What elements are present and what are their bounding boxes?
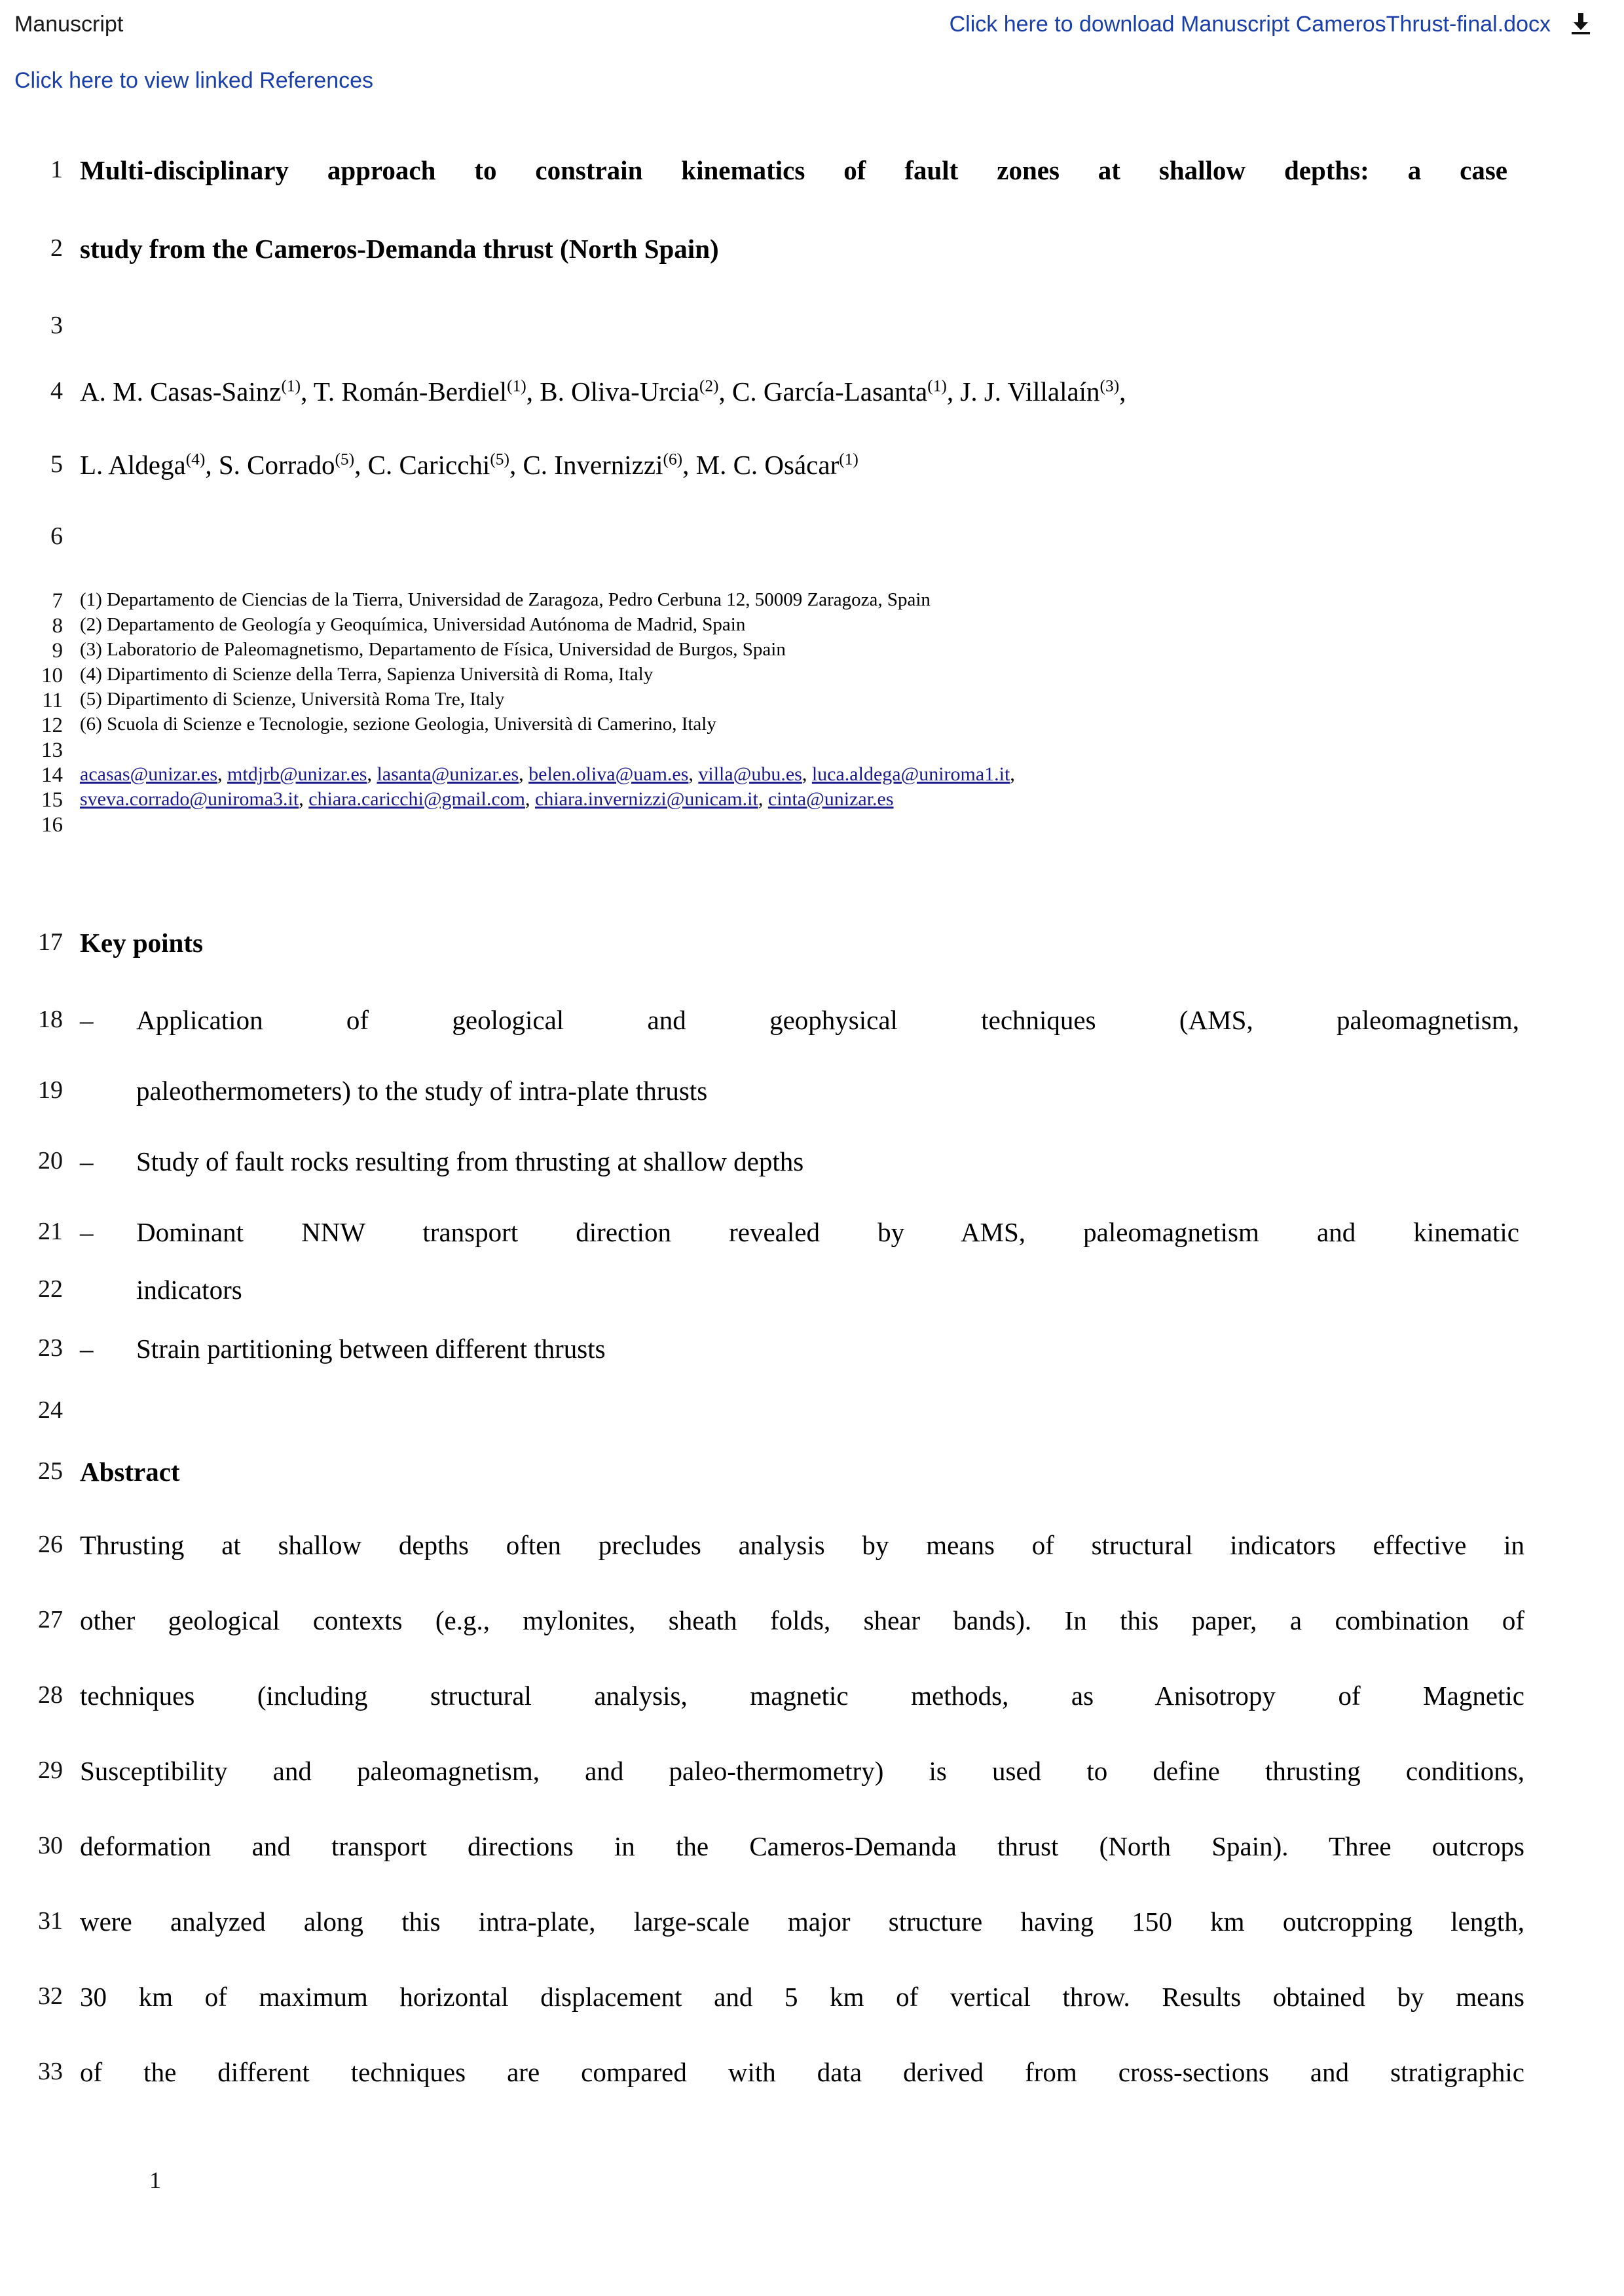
- abstract-text: techniques (including structural analysis, magnetic methods, as Anisotropy of Magnetic: [80, 1681, 1524, 1711]
- author-line-2: [0, 452, 1624, 479]
- key-point-text: Study of fault rocks resulting from thrusting at shallow depths: [136, 1146, 804, 1176]
- line-number: 3: [50, 312, 63, 339]
- bullet-dash-icon: –: [80, 1146, 94, 1176]
- email-separator: ,: [1010, 763, 1015, 785]
- line-number: 31: [38, 1907, 63, 1935]
- author-list-row-1: [80, 378, 1624, 405]
- author-name: L. Aldega: [80, 450, 186, 480]
- author-name: A. M. Casas-Sainz: [80, 376, 282, 407]
- abstract-text: 30 km of maximum horizontal displacement and 5 km of vertical throw. Results obtained by means: [80, 1982, 1524, 2012]
- blank-line-24: [0, 1398, 1624, 1423]
- abstract-heading-row: [0, 1459, 1624, 1485]
- page-title-part-2: study from the Cameros-Demanda thrust (North Spain): [80, 234, 719, 264]
- abstract-line-28: [0, 1683, 1624, 1709]
- email-separator: ,: [299, 788, 309, 810]
- download-manuscript-link[interactable]: Click here to download Manuscript CamerosThrust-final.docx: [949, 12, 1551, 37]
- key-point-text-continued: paleothermometers) to the study of intra-plate thrusts: [136, 1076, 708, 1106]
- line-number: 17: [38, 928, 63, 956]
- email-row-2: [0, 790, 1624, 811]
- author-name: , T. Román-Berdiel: [301, 376, 507, 407]
- line-number: 27: [38, 1606, 63, 1633]
- author-name: , B. Oliva-Urcia: [526, 376, 699, 407]
- author-name: , C. García-Lasanta: [718, 376, 928, 407]
- line-number: 11: [42, 689, 63, 712]
- email-link[interactable]: chiara.caricchi@gmail.com: [308, 788, 525, 810]
- email-separator: ,: [525, 788, 535, 810]
- abstract-heading: Abstract: [80, 1457, 180, 1487]
- affiliation-marker: (5): [490, 450, 509, 469]
- abstract-text: deformation and transport directions in the Cameros-Demanda thrust (North Spain). Three outcrops: [80, 1831, 1524, 1861]
- email-link[interactable]: acasas@unizar.es: [80, 763, 218, 785]
- abstract-line-30: [0, 1833, 1624, 1860]
- affiliation-row-5: [0, 690, 1624, 712]
- page-number: 1: [149, 2167, 161, 2193]
- affiliation-row-2: [0, 615, 1624, 637]
- abstract-text: were analyzed along this intra-plate, large-scale major structure having 150 km outcropping length,: [80, 1906, 1524, 1937]
- affiliation-row-4: [0, 665, 1624, 687]
- abstract-line-32: [0, 1984, 1624, 2011]
- email-link[interactable]: chiara.invernizzi@unicam.it: [535, 788, 758, 810]
- email-list-row-2: [80, 790, 1624, 809]
- key-point-2-line-1: [0, 1148, 1624, 1175]
- abstract-text: other geological contexts (e.g., mylonites, sheath folds, shear bands). In this paper, a combination of: [80, 1605, 1524, 1635]
- email-list-row-1: [80, 765, 1624, 784]
- affiliation-marker: (1): [927, 376, 947, 395]
- email-link[interactable]: villa@ubu.es: [698, 763, 802, 785]
- manuscript-label: Manuscript: [14, 12, 124, 37]
- email-separator: ,: [367, 763, 377, 785]
- line-number: 19: [38, 1076, 63, 1104]
- title-line-2: [0, 236, 1624, 263]
- line-number: 10: [41, 664, 63, 687]
- affiliation-marker: (1): [507, 376, 526, 395]
- bullet-dash-icon: –: [80, 1005, 94, 1035]
- line-number: 22: [38, 1275, 63, 1303]
- key-points-heading: Key points: [80, 928, 203, 958]
- key-point-3-line-2: [0, 1277, 1624, 1303]
- author-line-1: [0, 378, 1624, 405]
- author-name: , M. C. Osácar: [682, 450, 840, 480]
- line-number: 6: [50, 522, 63, 550]
- line-number: 32: [38, 1982, 63, 2010]
- affiliation-marker: (1): [281, 376, 301, 395]
- email-separator: ,: [758, 788, 768, 810]
- line-number: 18: [38, 1006, 63, 1033]
- affiliation-text: (5) Dipartimento di Scienze, Università Roma Tre, Italy: [80, 689, 505, 710]
- bullet-dash-icon: –: [80, 1334, 94, 1364]
- line-number: 16: [41, 813, 63, 837]
- author-name: , C. Caricchi: [354, 450, 490, 480]
- line-number: 4: [50, 377, 63, 405]
- key-point-text: Dominant NNW transport direction revealed by AMS, paleomagnetism and kinematic: [136, 1217, 1519, 1247]
- abstract-text: Thrusting at shallow depths often precludes analysis by means of structural indicators effective in: [80, 1530, 1524, 1560]
- line-number: 28: [38, 1681, 63, 1709]
- key-point-3-line-1: [0, 1219, 1624, 1246]
- email-separator: ,: [217, 763, 228, 785]
- key-point-4-line-1: [0, 1336, 1624, 1362]
- email-separator: ,: [688, 763, 699, 785]
- email-link[interactable]: sveva.corrado@uniroma3.it: [80, 788, 299, 810]
- line-number: 8: [52, 614, 63, 638]
- line-number: 12: [41, 714, 63, 737]
- affiliation-marker: (5): [335, 450, 355, 469]
- abstract-text: Susceptibility and paleomagnetism, and paleo-thermometry) is used to define thrusting conditions,: [80, 1756, 1524, 1786]
- email-link[interactable]: lasanta@unizar.es: [377, 763, 519, 785]
- author-name: , C. Invernizzi: [509, 450, 663, 480]
- abstract-text: of the different techniques are compared with data derived from cross-sections and stratigraphic: [80, 2057, 1524, 2087]
- bullet-dash-icon: –: [80, 1217, 94, 1247]
- affiliation-marker: (1): [839, 450, 858, 469]
- affiliation-row-6: [0, 715, 1624, 737]
- affiliation-text: (1) Departamento de Ciencias de la Tierra, Universidad de Zaragoza, Pedro Cerbuna 12, 50009 Zaragoza, Spain: [80, 589, 931, 610]
- line-number: 5: [50, 450, 63, 478]
- page-title-part-1: Multi-disciplinary approach to constrain kinematics of fault zones at shallow depths: a case: [80, 155, 1507, 185]
- line-number: 2: [50, 234, 63, 262]
- email-link[interactable]: mtdjrb@unizar.es: [227, 763, 367, 785]
- line-number: 13: [41, 738, 63, 762]
- line-number: 29: [38, 1757, 63, 1784]
- email-separator: ,: [519, 763, 529, 785]
- line-number: 1: [50, 156, 63, 183]
- line-number: 25: [38, 1457, 63, 1485]
- author-list-row-2: [80, 452, 1624, 479]
- affiliation-text: (4) Dipartimento di Scienze della Terra, Sapienza Università di Roma, Italy: [80, 664, 654, 685]
- line-number: 9: [52, 639, 63, 663]
- line-number: 23: [38, 1334, 63, 1362]
- affiliation-marker: (6): [663, 450, 683, 469]
- view-linked-references-link[interactable]: Click here to view linked References: [14, 68, 374, 93]
- email-link[interactable]: belen.oliva@uam.es: [528, 763, 689, 785]
- affiliation-text: (3) Laboratorio de Paleomagnetismo, Departamento de Física, Universidad de Burgos, Spain: [80, 639, 786, 660]
- affiliation-row-1: [0, 591, 1624, 612]
- abstract-line-31: [0, 1908, 1624, 1935]
- author-name: ,: [1119, 376, 1126, 407]
- abstract-line-33: [0, 2059, 1624, 2086]
- key-points-heading-row: [0, 930, 1624, 957]
- email-link[interactable]: cinta@unizar.es: [767, 788, 894, 810]
- affiliation-marker: (3): [1099, 376, 1120, 395]
- affiliation-marker: (4): [185, 450, 206, 469]
- abstract-line-26: [0, 1532, 1624, 1559]
- affiliation-text: (6) Scuola di Scienze e Tecnologie, sezione Geologia, Università di Camerino, Italy: [80, 714, 716, 735]
- email-link[interactable]: luca.aldega@uniroma1.it: [811, 763, 1010, 785]
- abstract-line-29: [0, 1758, 1624, 1785]
- line-number: 20: [38, 1147, 63, 1175]
- key-point-text: Strain partitioning between different thrusts: [136, 1334, 606, 1364]
- line-number: 24: [38, 1396, 63, 1424]
- blank-line-3: [0, 313, 1624, 338]
- blank-line-16: [0, 814, 1624, 836]
- affiliation-text: (2) Departamento de Geología y Geoquímica, Universidad Autónoma de Madrid, Spain: [80, 614, 746, 635]
- abstract-line-27: [0, 1607, 1624, 1634]
- line-number: 26: [38, 1531, 63, 1558]
- email-row-1: [0, 765, 1624, 786]
- title-line-1: [0, 157, 1624, 184]
- line-number: 14: [41, 763, 63, 787]
- line-number: 7: [52, 589, 63, 613]
- affiliation-row-7-blank: [0, 740, 1624, 761]
- affiliation-row-3: [0, 640, 1624, 662]
- key-point-text-continued: indicators: [136, 1275, 242, 1305]
- line-number: 15: [41, 788, 63, 812]
- line-number: 33: [38, 2058, 63, 2085]
- key-point-1-line-1: [0, 1007, 1624, 1034]
- author-name: , S. Corrado: [205, 450, 335, 480]
- blank-line-6: [0, 524, 1624, 549]
- affiliation-marker: (2): [699, 376, 719, 395]
- line-number: 30: [38, 1832, 63, 1859]
- key-point-text: Application of geological and geophysical techniques (AMS, paleomagnetism,: [136, 1005, 1519, 1035]
- author-name: , J. J. Villalaín: [946, 376, 1100, 407]
- line-number: 21: [38, 1218, 63, 1245]
- key-point-1-line-2: [0, 1078, 1624, 1104]
- email-separator: ,: [802, 763, 812, 785]
